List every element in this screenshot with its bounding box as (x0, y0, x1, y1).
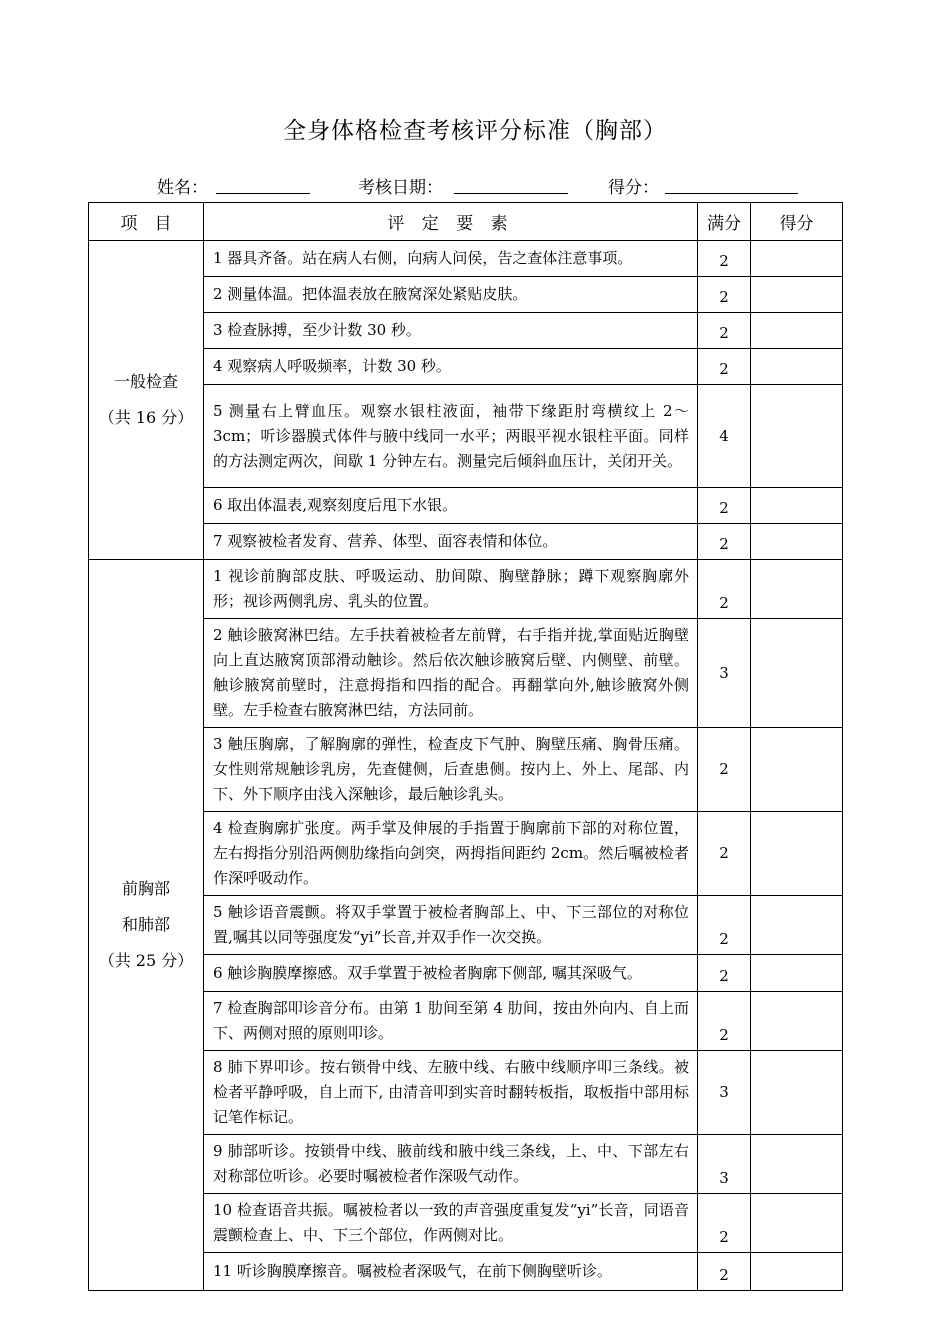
col-header-item: 项 目 (89, 203, 204, 241)
full-score-value: 2 (698, 488, 751, 524)
score-input-cell[interactable] (751, 619, 843, 728)
name-label: 姓名： (157, 178, 208, 198)
section-name (89, 241, 204, 560)
score-input-cell[interactable] (751, 277, 843, 313)
col-header-score: 得分 (751, 203, 843, 241)
name-blank-field[interactable] (216, 193, 310, 194)
full-score-value: 2 (698, 241, 751, 277)
table-row (89, 241, 843, 277)
table-body (89, 241, 843, 1291)
score-input-cell[interactable] (751, 896, 843, 955)
score-input-cell[interactable] (751, 992, 843, 1051)
full-score-value: 2 (698, 313, 751, 349)
score-input-cell[interactable] (751, 313, 843, 349)
score-input-cell[interactable] (751, 524, 843, 560)
section-name (89, 560, 204, 1291)
score-input-cell[interactable] (751, 385, 843, 488)
date-label: 考核日期： (358, 178, 443, 198)
full-score-value: 2 (698, 349, 751, 385)
criteria-text: 4 观察病人呼吸频率，计数 30 秒。 (204, 349, 698, 385)
full-score-value: 3 (698, 1135, 751, 1194)
exam-info-line (0, 173, 950, 199)
criteria-text: 3 检查脉搏，至少计数 30 秒。 (204, 313, 698, 349)
full-score-value: 2 (698, 955, 751, 992)
col-header-full-score: 满分 (698, 203, 751, 241)
table-row (89, 560, 843, 619)
score-blank-field[interactable] (665, 193, 798, 194)
score-input-cell[interactable] (751, 1194, 843, 1253)
criteria-text: 7 检查胸部叩诊音分布。由第 1 肋间至第 4 肋间，按由外向内、自上而下、两侧对照的原则叩诊。 (204, 992, 698, 1051)
score-input-cell[interactable] (751, 560, 843, 619)
section-name-line: 前胸部 (121, 879, 170, 898)
table-header-row (89, 203, 843, 241)
full-score-value: 2 (698, 524, 751, 560)
criteria-text: 3 触压胸廓，了解胸廓的弹性，检查皮下气肿、胸壁压痛、胸骨压痛。女性则常规触诊乳房，先查健侧，后查患侧。按内上、外上、尾部、内下、外下顺序由浅入深触诊，最后触诊乳头。 (204, 728, 698, 812)
full-score-value: 2 (698, 728, 751, 812)
score-input-cell[interactable] (751, 1135, 843, 1194)
page-title: 全身体格检查考核评分标准（胸部） (283, 118, 667, 144)
criteria-text: 10 检查语音共振。嘱被检者以一致的声音强度重复发“yi”长音，同语音震颤检查上、中、下三个部位，作两侧对比。 (204, 1194, 698, 1253)
criteria-text: 11 听诊胸膜摩擦音。嘱被检者深吸气，在前下侧胸壁听诊。 (204, 1253, 698, 1291)
full-score-value: 2 (698, 1194, 751, 1253)
score-input-cell[interactable] (751, 955, 843, 992)
full-score-value: 2 (698, 277, 751, 313)
scoring-table-container (88, 202, 843, 1291)
criteria-text: 1 视诊前胸部皮肤、呼吸运动、肋间隙、胸壁静脉；蹲下观察胸廓外形；视诊两侧乳房、乳头的位置。 (204, 560, 698, 619)
score-input-cell[interactable] (751, 1253, 843, 1291)
criteria-text: 6 取出体温表,观察刻度后甩下水银。 (204, 488, 698, 524)
score-input-cell[interactable] (751, 812, 843, 896)
section-name-line: 和肺部 (121, 915, 170, 934)
criteria-text: 5 测量右上臂血压。观察水银柱液面，袖带下缘距肘弯横纹上 2～3cm；听诊器膜式体件与腋中线同一水平；两眼平视水银柱平面。同样的方法测定两次，间歇 1 分钟左右。测量完后倾斜血压计，关闭开关。 (204, 385, 698, 488)
criteria-text: 6 触诊胸膜摩擦感。双手掌置于被检者胸廓下侧部, 嘱其深吸气。 (204, 955, 698, 992)
criteria-text: 1 器具齐备。站在病人右侧，向病人问侯，告之查体注意事项。 (204, 241, 698, 277)
score-input-cell[interactable] (751, 1051, 843, 1135)
criteria-text: 2 触诊腋窝淋巴结。左手扶着被检者左前臂，右手指并拢,掌面贴近胸壁向上直达腋窝顶部滑动触诊。然后依次触诊腋窝后壁、内侧壁、前壁。触诊腋窝前壁时，注意拇指和四指的配合。再翻掌向外,触诊腋窝外侧壁。左手检查右腋窝淋巴结，方法同前。 (204, 619, 698, 728)
full-score-value: 3 (698, 619, 751, 728)
full-score-value: 3 (698, 1051, 751, 1135)
criteria-text: 5 触诊语音震颤。将双手掌置于被检者胸部上、中、下三部位的对称位置,嘱其以同等强度发“yi”长音,并双手作一次交换。 (204, 896, 698, 955)
full-score-value: 2 (698, 560, 751, 619)
score-input-cell[interactable] (751, 349, 843, 385)
criteria-text: 4 检查胸廓扩张度。两手掌及伸展的手指置于胸廓前下部的对称位置，左右拇指分别沿两侧肋缘指向剑突，两拇指间距约 2cm。然后嘱被检者作深呼吸动作。 (204, 812, 698, 896)
score-label: 得分： (608, 178, 659, 198)
section-name-line: （共 25 分） (98, 951, 194, 970)
criteria-text: 2 测量体温。把体温表放在腋窝深处紧贴皮肤。 (204, 277, 698, 313)
score-input-cell[interactable] (751, 728, 843, 812)
section-name-line: （共 16 分） (98, 408, 194, 427)
criteria-text: 7 观察被检者发育、营养、体型、面容表情和体位。 (204, 524, 698, 560)
score-input-cell[interactable] (751, 241, 843, 277)
criteria-text: 8 肺下界叩诊。按右锁骨中线、左腋中线、右腋中线顺序叩三条线。被检者平静呼吸，自上而下, 由清音叩到实音时翻转板指，取板指中部用标记笔作标记。 (204, 1051, 698, 1135)
col-header-criteria: 评 定 要 素 (204, 203, 698, 241)
full-score-value: 2 (698, 896, 751, 955)
full-score-value: 2 (698, 812, 751, 896)
score-input-cell[interactable] (751, 488, 843, 524)
scoring-table (88, 202, 843, 1291)
date-blank-field[interactable] (454, 193, 568, 194)
full-score-value: 2 (698, 1253, 751, 1291)
full-score-value: 2 (698, 992, 751, 1051)
section-name-line: 一般检查 (113, 372, 178, 391)
criteria-text: 9 肺部听诊。按锁骨中线、腋前线和腋中线三条线，上、中、下部左右对称部位听诊。必要时嘱被检者作深吸气动作。 (204, 1135, 698, 1194)
full-score-value: 4 (698, 385, 751, 488)
